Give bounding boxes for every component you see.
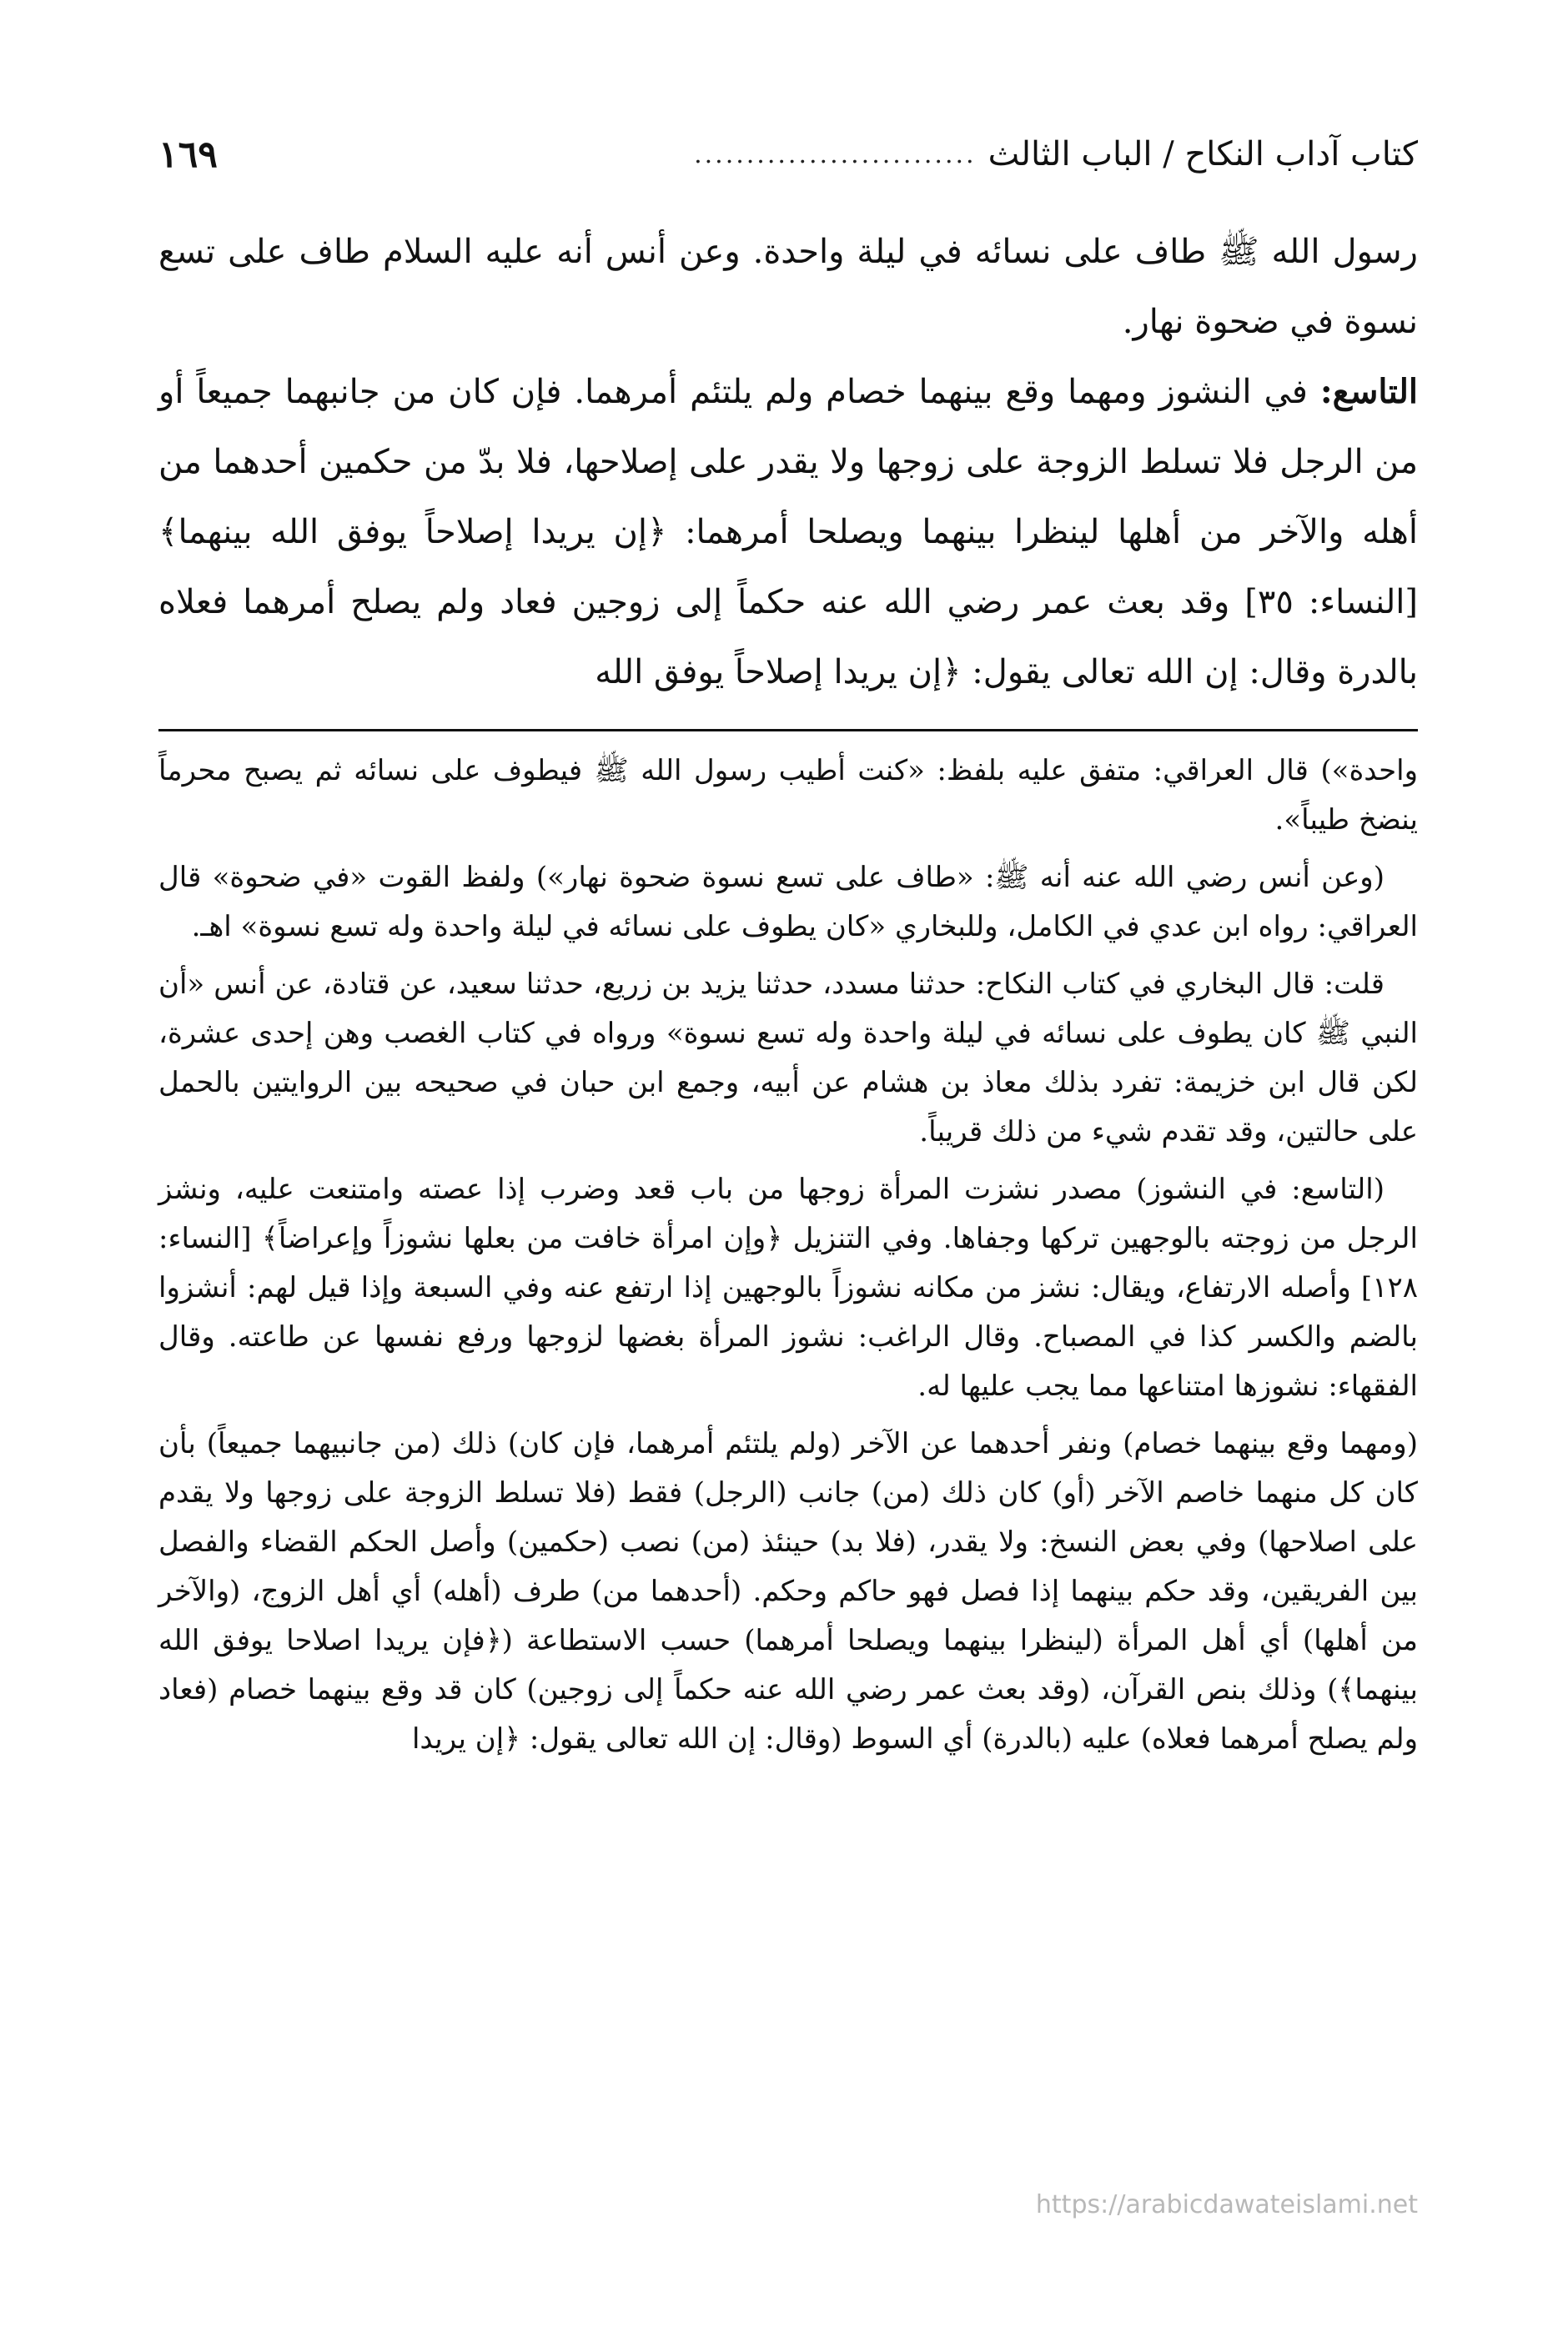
commentary-section — [158, 746, 1418, 1764]
commentary-paragraph-2: (وعن أنس رضي الله عنه أنه ﷺ: «طاف على تسع نسوة ضحوة نهار») ولفظ القوت «في ضحوة» قال العراقي: رواه ابن عدي في الكامل، وللبخاري «كان يطوف على نسائه في ليلة واحدة وله تسع نسوة» اهـ. — [158, 861, 1418, 943]
commentary-paragraph-5: (ومهما وقع بينهما خصام) ونفر أحدهما عن الآخر (ولم يلتئم أمرهما، فإن كان) ذلك (من جانبيهما جميعاً) بأن كان كل منهما خاصم الآخر (أو) كان ذلك (من) جانب (الرجل) فقط (فلا تسلط الزوجة على زوجها ولا يقدم على اصلاحها) وفي بعض النسخ: ولا يقدر، (فلا بد) حينئذ (من) نصب (حكمين) وأصل الحكم القضاء والفصل بين الفريقين، وقد حكم بينهما إذا فصل فهو حاكم وحكم. (أحدهما من) طرف (أهله) أي أهل الزوج، (والآخر من أهلها) أي أهل المرأة (لينظرا بينهما ويصلحا أمرهما) حسب الاستطاعة (﴿فإن يريدا اصلاحا يوفق الله بينهما﴾) وذلك بنص القرآن، (وقد بعث عمر رضي الله عنه حكماً إلى زوجين) كان قد وقع بينهما خصام (فعاد ولم يصلح أمرهما فعلاه) عليه (بالدرة) أي السوط (وقال: إن الله تعالى يقول: ﴿إن يريدا — [158, 1427, 1418, 1756]
main-text — [158, 217, 1418, 707]
watermark-url: https://arabicdawateislami.net — [1035, 2190, 1418, 2219]
section-heading-ninth: التاسع: — [1319, 372, 1418, 411]
commentary-paragraph-1: واحدة») قال العراقي: متفق عليه بلفظ: «كنت أطيب رسول الله ﷺ فيطوف على نسائه ثم يصبح محرماً ينضخ طيباً». — [158, 754, 1418, 837]
commentary-paragraph-4: (التاسع: في النشوز) مصدر نشزت المرأة زوجها من باب قعد وضرب إذا عصته وامتنعت عليه، ونشز الرجل من زوجته بالوجهين تركها وجفاها. وفي التنزيل ﴿وإن امرأة خافت من بعلها نشوزاً وإعراضاً﴾ [النساء: ١٢٨] وأصله الارتفاع، ويقال: نشز من مكانه نشوزاً بالوجهين إذا ارتفع عنه وفي السبعة وإذا قيل لهم: أنشزوا بالضم والكسر كذا في المصباح. وقال الراغب: نشوز المرأة بغضها لزوجها ورفع نفسها عن طاعته. وقال الفقهاء: نشوزها امتناعها مما يجب عليها له. — [158, 1173, 1418, 1403]
book-page — [158, 125, 1418, 2260]
page-header — [158, 125, 1418, 183]
chapter-title: كتاب آداب النكاح / الباب الثالث — [988, 135, 1418, 173]
main-paragraph-2-body: في النشوز ومهما وقع بينهما خصام ولم يلتئم أمرهما. فإن كان من جانبهما جميعاً أو من الرجل فلا تسلط الزوجة على زوجها ولا يقدر على إصلاحها، فلا بدّ من حكمين أحدهما من أهله والآخر من أهلها لينظرا بينهما ويصلحا أمرهما: ﴿إن يريدا إصلاحاً يوفق الله بينهما﴾ [النساء: ٣٥] وقد بعث عمر رضي الله عنه حكماً إلى زوجين فعاد ولم يصلح أمرهما فعلاه بالدرة وقال: إن الله تعالى يقول: ﴿إن يريدا إصلاحاً يوفق الله — [158, 373, 1419, 691]
main-paragraph-1: رسول الله ﷺ طاف على نسائه في ليلة واحدة. وعن أنس أنه عليه السلام طاف على تسع نسوة في ضحوة نهار. — [158, 233, 1418, 341]
main-paragraph-2 — [158, 357, 1418, 707]
running-head — [694, 135, 1418, 173]
leader-dots: ........................... — [694, 139, 977, 169]
page-number: ١٦٩ — [158, 133, 218, 176]
footnote-divider — [158, 729, 1418, 731]
commentary-paragraph-3: قلت: قال البخاري في كتاب النكاح: حدثنا مسدد، حدثنا يزيد بن زريع، حدثنا سعيد، عن قتادة، عن أنس «أن النبي ﷺ كان يطوف على نسائه في ليلة واحدة وله تسع نسوة» ورواه في كتاب الغصب وهن إحدى عشرة، لكن قال ابن خزيمة: تفرد بذلك معاذ بن هشام عن أبيه، وجمع ابن حبان في صحيحه بين الروايتين بالحمل على حالتين، وقد تقدم شيء من ذلك قريباً. — [158, 967, 1418, 1148]
